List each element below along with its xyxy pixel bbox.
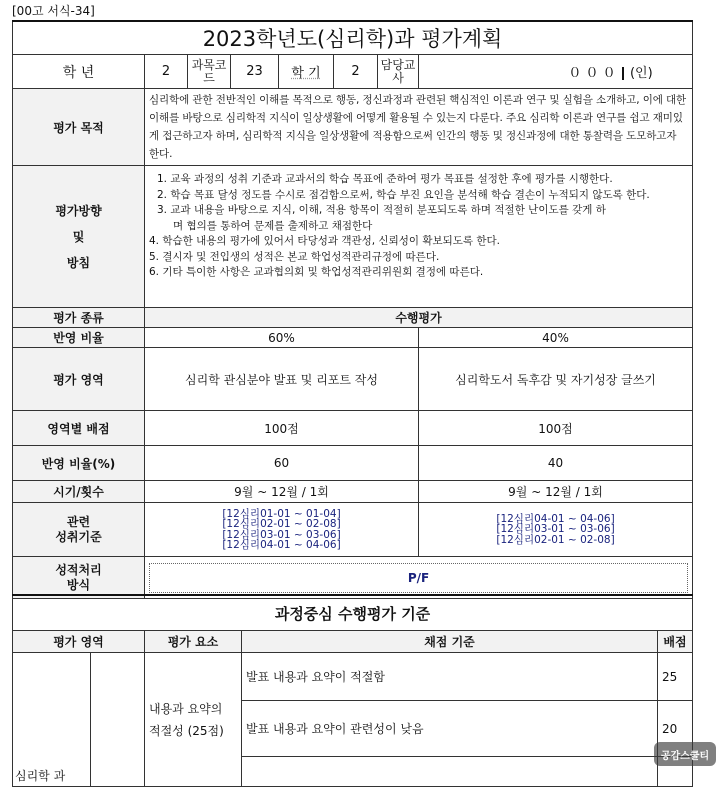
direction-label-line1: 평가방향 <box>55 203 102 218</box>
semester-label-text: 학 기 <box>291 66 321 81</box>
standards-label <box>13 503 145 557</box>
header-criteria: 채점 기준 <box>242 631 658 653</box>
timing-a: 9월 ~ 12월 / 1회 <box>145 481 419 503</box>
area-label: 평가 영역 <box>13 348 145 411</box>
direction-list <box>145 166 693 308</box>
score-b: 100점 <box>419 411 693 446</box>
direction-item: 1. 교육 과정의 성취 기준과 교과서의 학습 목표에 준하여 평가 목표를 설정한 후에 평가를 시행한다. <box>157 173 613 185</box>
header-area: 평가 영역 <box>13 631 145 653</box>
standards-b <box>419 503 693 557</box>
points-row: 25 <box>658 653 693 701</box>
direction-item: 5. 결시자 및 전입생의 성적은 본교 학업성적관리규정에 따른다. <box>149 250 440 263</box>
standard-code: [12심리03-01 ~ 03-06] <box>222 528 341 541</box>
points-row: 20 <box>658 701 693 757</box>
page-title: 2023학년도(심리학)과 평가계획 <box>13 21 693 55</box>
standard-code: [12심리02-01 ~ 02-08] <box>222 518 341 530</box>
standard-code: [12심리04-01 ~ 04-06] <box>222 539 341 551</box>
purpose-text: 심리학에 관한 전반적인 이해를 목적으로 행동, 정신과정과 관련된 핵심적인 이론과 연구 및 실험을 소개하고, 이에 대한 이해를 바탕으로 심리학적 지식이 일상생활에 어떻게 활용될 수 있는지 다룬다. 주요 심리학 이론과 연구를 쉽고 재미있게 접근하고자 하며, 심리학적 지식을 일상생활에 적용함으로써 인간의 행동 및 정신과정에 대한 통찰력을 도모하고자 한다. <box>145 89 693 166</box>
purpose-label: 평가 목적 <box>13 89 145 166</box>
area-sub-cell <box>91 653 145 787</box>
eval-type-value: 수행평가 <box>145 308 693 328</box>
grading-value: P/F <box>149 563 688 593</box>
direction-item: 4. 학습한 내용의 평가에 있어서 타당성과 객관성, 신뢰성이 확보되도록 한다. <box>149 235 501 247</box>
course-code-value: 23 <box>231 55 279 89</box>
header-element: 평가 요소 <box>145 631 242 653</box>
timing-label: 시기/횟수 <box>13 481 145 503</box>
timing-b: 9월 ~ 12월 / 1회 <box>419 481 693 503</box>
grading-cell <box>145 557 693 599</box>
watermark-logo: 공감스쿨티 <box>654 742 716 766</box>
section-title: 과정중심 수행평가 기준 <box>13 595 693 631</box>
ratio-b: 40% <box>419 328 693 348</box>
area-b: 심리학도서 독후감 및 자기성장 글쓰기 <box>419 348 693 411</box>
grading-label <box>13 557 145 599</box>
direction-item: 6. 기타 특이한 사항은 교과협의회 및 학업성적관리위원회 결정에 따른다. <box>149 266 484 278</box>
teacher-name: ０ ０ ０ <box>568 66 616 81</box>
evaluation-plan-table <box>12 20 693 599</box>
ratio-label: 반영 비율 <box>13 328 145 348</box>
direction-label-line3: 방침 <box>66 255 91 270</box>
standards-label-line2: 성취기준 <box>55 529 102 544</box>
criteria-row: 발표 내용과 요약이 관련성이 낮음 <box>242 701 658 757</box>
element-cell: 내용과 요약의 적절성 (25점) <box>145 653 242 787</box>
cursor-bar <box>622 67 624 80</box>
semester-value: 2 <box>334 55 378 89</box>
ratio-pct-b: 40 <box>419 446 693 481</box>
semester-label <box>279 55 334 89</box>
performance-criteria-table <box>12 594 693 787</box>
standards-label-line1: 관련 <box>66 514 91 529</box>
direction-item: 며 협의를 통하여 문제를 출제하고 채점한다 <box>173 219 373 232</box>
seal-mark: (인) <box>629 66 653 81</box>
eval-type-label: 평가 종류 <box>13 308 145 328</box>
direction-item: 2. 학습 목표 달성 정도를 수시로 점검함으로써, 학습 부진 요인을 분석해 학습 결손이 누적되지 않도록 한다. <box>157 188 650 201</box>
standards-a <box>145 503 419 557</box>
info-row <box>13 55 693 89</box>
teacher-cell <box>419 55 693 89</box>
ratio-a: 60% <box>145 328 419 348</box>
direction-label-line2: 및 <box>72 229 85 244</box>
score-a: 100점 <box>145 411 419 446</box>
direction-item: 3. 교과 내용을 바탕으로 지식, 이해, 적용 항목이 적절히 분포되도록 하며 적절한 난이도를 갖게 하 <box>157 204 606 216</box>
grade-value: 2 <box>145 55 188 89</box>
standard-code: [12심리04-01 ~ 04-06] <box>496 512 615 525</box>
direction-label <box>13 166 145 308</box>
area-cell: 심리학 과 <box>13 653 91 787</box>
form-code: [00고 서식-34] <box>12 4 95 18</box>
grading-label-line2: 방식 <box>66 577 91 592</box>
grading-label-line1: 성적처리 <box>55 562 102 577</box>
score-label: 영역별 배점 <box>13 411 145 446</box>
course-code-label: 과목코드 <box>188 55 231 89</box>
standard-code: [12심리01-01 ~ 01-04] <box>222 507 341 520</box>
ratio-pct-a: 60 <box>145 446 419 481</box>
criteria-row: 발표 내용과 요약이 적절함 <box>242 653 658 701</box>
standard-code: [12심리03-01 ~ 03-06] <box>496 523 615 536</box>
area-a: 심리학 관심분야 발표 및 리포트 작성 <box>145 348 419 411</box>
ratio-pct-label: 반영 비율(%) <box>13 446 145 481</box>
teacher-label: 담당교사 <box>378 55 419 89</box>
standard-code: [12심리02-01 ~ 02-08] <box>496 533 615 546</box>
grade-label: 학 년 <box>13 55 145 89</box>
header-points: 배점 <box>658 631 693 653</box>
